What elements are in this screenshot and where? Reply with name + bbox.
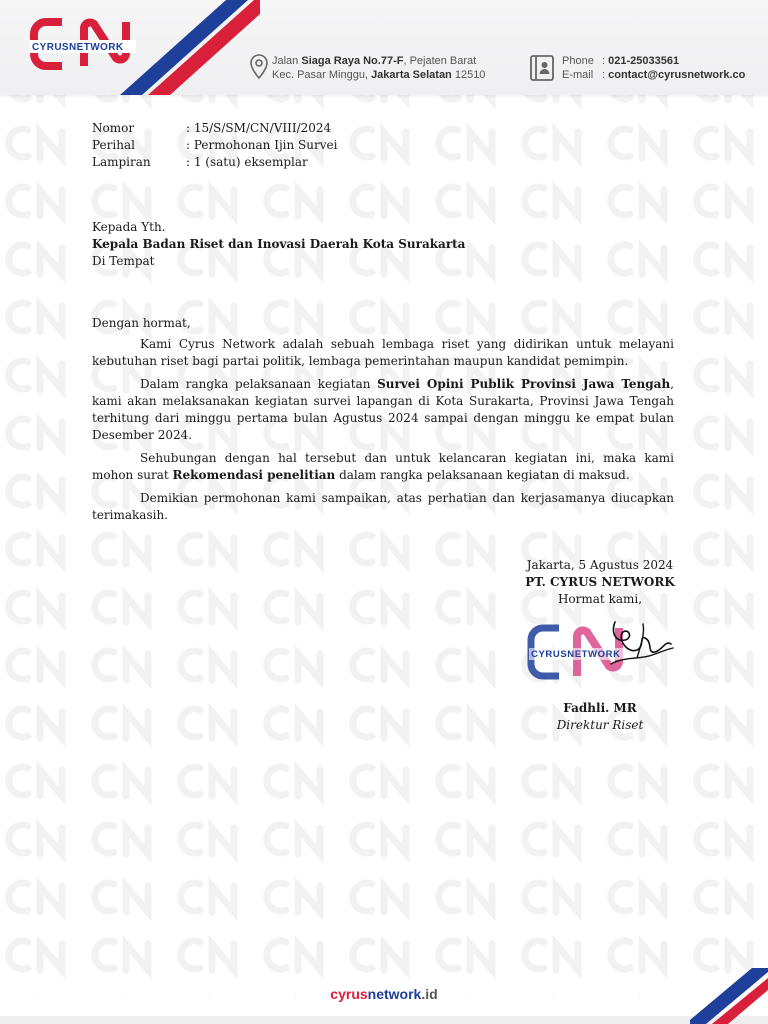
addressee-name: Kepala Badan Riset dan Inovasi Daerah Kota Surakarta [92,237,466,251]
signatory-title: Direktur Riset [556,718,644,732]
salutation: Dengan hormat, [92,316,191,330]
signatory-name: Fadhli. MR [563,701,637,715]
company-address [272,54,485,82]
signature-block [500,557,700,734]
company-contact [562,54,745,82]
letterhead [0,0,768,95]
letter-body [92,120,674,524]
location-pin-icon [250,54,268,80]
addressee-block [92,219,674,270]
contact-book-icon [528,54,556,82]
stamp-text: CYRUSNETWORK [531,649,621,660]
meta-row-lampiran: Lampiran : 1 (satu) eksemplar [92,155,308,169]
address-line-1: Jalan Siaga Raya No.77-F, Pejaten Barat [272,55,477,67]
address-line-2: Kec. Pasar Minggu, Jakarta Selatan 12510 [272,69,486,81]
letter-meta [92,120,674,171]
phone-number: 021-25033561 [608,55,680,67]
email-row: E-mail : contact@cyrusnetwork.co [562,69,746,81]
email-address: contact@cyrusnetwork.co [608,69,746,81]
paragraph-closing: Demikian permohonan kami sampaikan, atas perhatian dan kerjasamanya diucapkan terimakasih. [92,491,674,522]
signature-closing: Hormat kami, [557,592,643,606]
paragraph-request: Sehubungan dengan hal tersebut dan untuk kelancaran kegiatan ini, maka kami mohon surat Rekomendasi penelitian dalam rangka pelaksanaan kegiatan di maksud. [92,451,674,482]
footer-stripes-graphic [690,968,768,1024]
addressee-place: Di Tempat [92,254,155,268]
place-date: Jakarta, 5 Agustus 2024 [526,558,674,572]
paragraph-survey: Dalam rangka pelaksanaan kegiatan Survei Opini Publik Provinsi Jawa Tengah, kami akan melaksanakan kegiatan survei lapangan di Kota Surakarta, Provinsi Jawa Tengah terhitung dari minggu pertama bulan Agustus 2024 sampai dengan minggu ke empat bulan Desember 2024. [92,377,674,442]
paragraph-intro: Kami Cyrus Network adalah sebuah lembaga riset yang didirikan untuk melayani kebutuhan riset bagi partai politik, lembaga pemerintahan maupun kandidat pemimpin. [92,337,674,368]
meta-row-nomor: Nomor : 15/S/SM/CN/VIII/2024 [92,121,332,135]
addressee-greeting: Kepada Yth. [92,220,166,234]
footer-bar [0,1016,768,1024]
meta-row-perihal: Perihal : Permohonan Ijin Survei [92,138,338,152]
footer-website: cyrusnetwork.id [330,986,438,1002]
phone-row: Phone : 021-25033561 [562,55,680,67]
company-stamp-and-signature [515,614,685,694]
signature-company: PT. CYRUS NETWORK [525,575,675,589]
header-stripes-graphic [120,0,260,95]
logo-text: CYRUSNETWORK [32,42,124,53]
